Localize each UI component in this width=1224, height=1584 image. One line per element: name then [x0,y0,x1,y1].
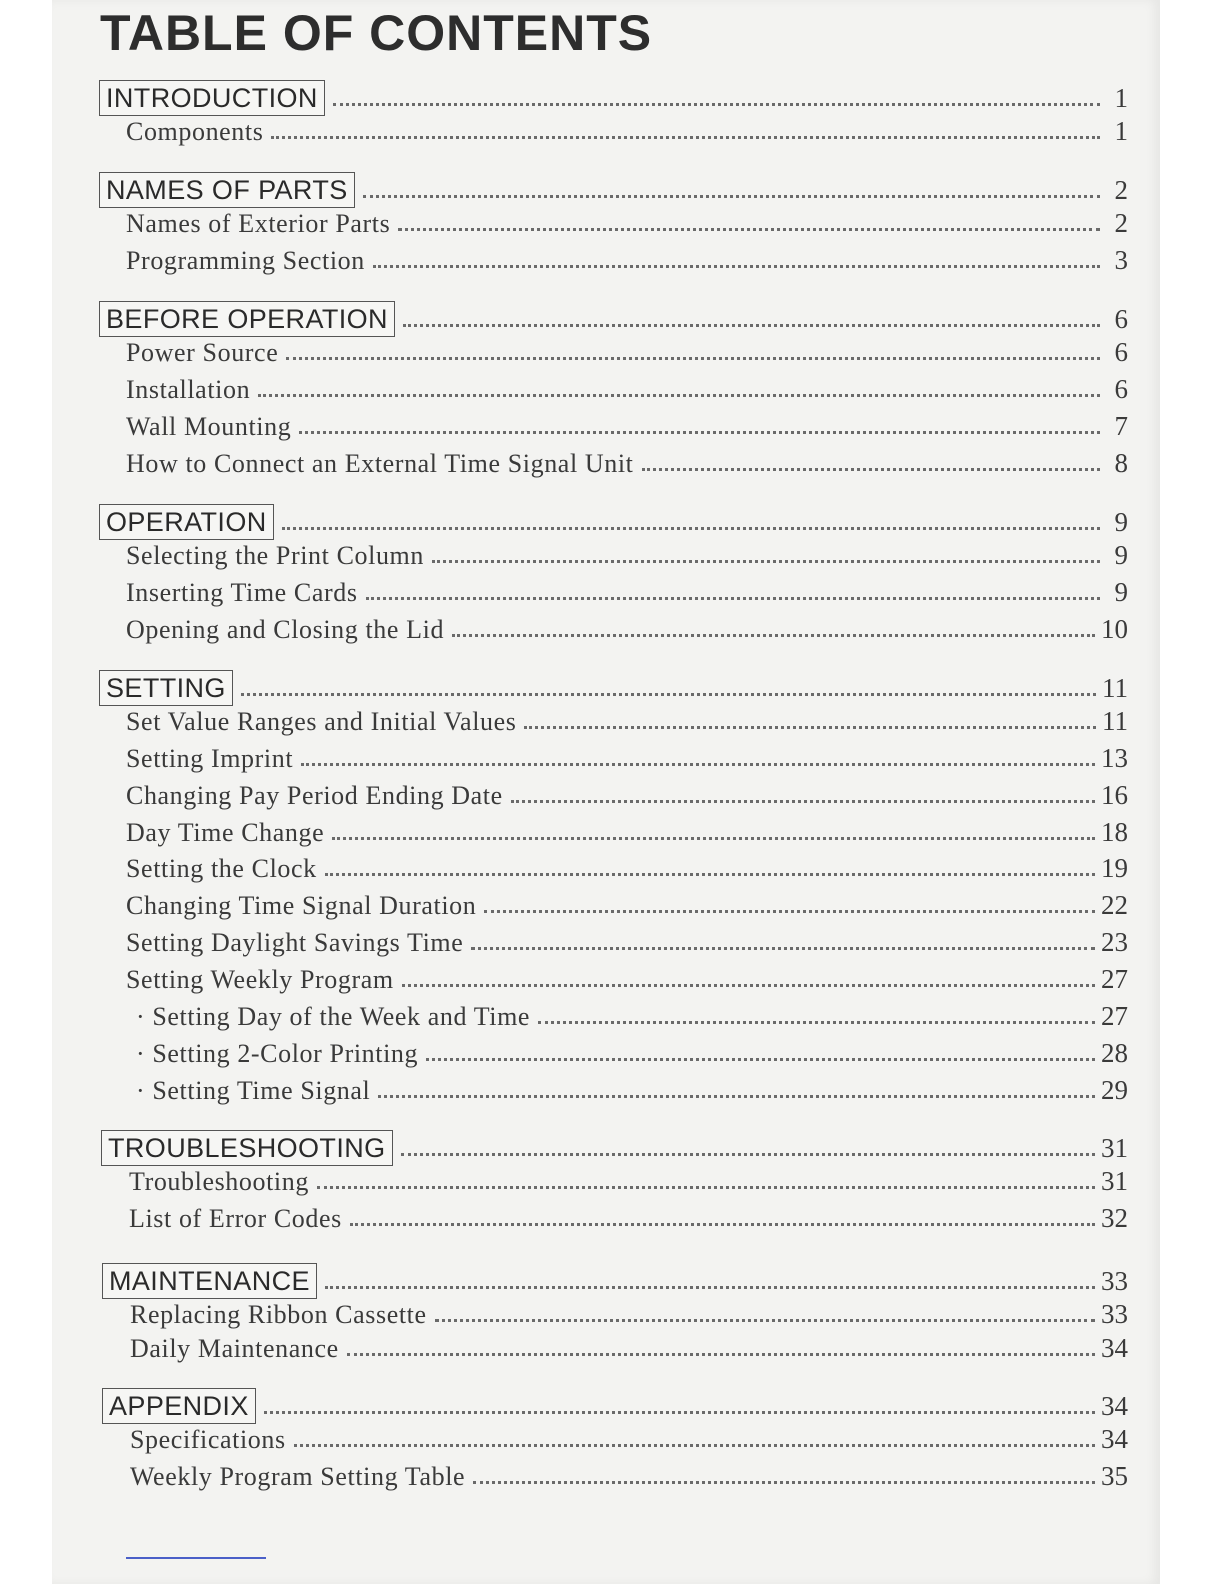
toc-section-operation[interactable] [99,500,1128,540]
toc-section-appendix[interactable] [102,1384,1128,1424]
dot-leader [271,136,1100,139]
entry-label: Names of Exterior Parts [126,209,391,238]
page-number: 6 [1114,337,1128,367]
toc-entry[interactable] [126,777,1128,813]
page-number: 11 [1102,673,1128,703]
toc-entry[interactable] [130,1296,1128,1332]
toc-section-troubleshooting[interactable] [101,1126,1128,1166]
section-label: OPERATION [99,504,274,540]
dot-leader [401,1153,1095,1156]
dot-leader [366,597,1100,600]
entry-label: Setting Weekly Program [126,965,394,994]
page-number: 2 [1114,175,1128,205]
entry-label: Specifications [130,1425,286,1454]
toc-entry[interactable] [126,371,1128,407]
dot-leader [432,560,1100,563]
entry-label: Troubleshooting [129,1167,309,1196]
section-label: SETTING [99,670,233,706]
page-number: 31 [1101,1166,1128,1196]
page-number: 32 [1101,1203,1128,1233]
dot-leader [301,763,1095,766]
dot-leader [294,1444,1095,1447]
page-number: 28 [1101,1038,1128,1068]
entry-label: Selecting the Print Column [126,541,424,570]
page-number: 34 [1101,1391,1128,1421]
dot-leader [363,195,1100,198]
page-number: 11 [1102,706,1128,736]
dot-leader [258,394,1100,397]
toc-entry[interactable] [126,574,1128,610]
dot-leader [452,634,1095,637]
toc-entry[interactable] [130,1330,1128,1366]
dot-leader [402,984,1095,987]
dot-leader [373,265,1100,268]
entry-label: Inserting Time Cards [126,578,358,607]
page-number: 6 [1114,374,1128,404]
dot-leader [282,527,1100,530]
dot-leader [325,873,1095,876]
toc-entry[interactable] [126,850,1128,886]
section-label: TROUBLESHOOTING [101,1130,393,1166]
toc-section-introduction[interactable] [99,76,1128,116]
page-number: 18 [1101,817,1128,847]
toc-entry[interactable] [129,1200,1128,1236]
page-number: 31 [1101,1133,1128,1163]
toc-entry[interactable] [126,611,1128,647]
entry-label: Installation [126,375,251,404]
dot-leader [378,1095,1095,1098]
page-number: 3 [1114,245,1128,275]
entry-label: Setting Daylight Savings Time [126,928,464,957]
entry-label: Wall Mounting [126,412,292,441]
dot-leader [347,1353,1095,1356]
entry-label: Setting Imprint [126,744,294,773]
entry-label: Programming Section [126,246,365,275]
dot-leader [325,1286,1095,1289]
entry-label: Opening and Closing the Lid [126,615,445,644]
toc-entry[interactable] [126,334,1128,370]
toc-entry[interactable] [126,887,1128,923]
toc-entry[interactable] [126,408,1128,444]
dot-leader [524,726,1096,729]
page-number: 33 [1101,1266,1128,1296]
page-number: 34 [1101,1424,1128,1454]
toc-subentry[interactable] [136,1035,1128,1071]
dot-leader [398,228,1100,231]
dot-leader [511,800,1095,803]
entry-label: Weekly Program Setting Table [130,1462,466,1491]
dot-leader [484,910,1095,913]
section-label: MAINTENANCE [102,1263,317,1299]
toc-entry[interactable] [129,1163,1128,1199]
toc-entry[interactable] [126,537,1128,573]
toc-section-before-operation[interactable] [99,297,1128,337]
entry-label: Replacing Ribbon Cassette [130,1300,427,1329]
entry-label: Setting the Clock [126,854,317,883]
toc-subentry[interactable] [136,998,1128,1034]
page-number: 16 [1101,780,1128,810]
dot-leader [264,1411,1095,1414]
page-title: TABLE OF CONTENTS [100,5,653,61]
page-number: 23 [1101,927,1128,957]
page-number: 19 [1101,853,1128,883]
entry-label: Power Source [126,338,279,367]
entry-label: · Setting 2-Color Printing [136,1039,419,1068]
dot-leader [426,1058,1095,1061]
page-number: 9 [1114,507,1128,537]
toc-entry[interactable] [126,205,1128,241]
dot-leader [538,1021,1095,1024]
toc-section-names-of-parts[interactable] [99,168,1128,208]
page-number: 35 [1101,1461,1128,1491]
toc-entry[interactable] [126,703,1128,739]
entry-label: List of Error Codes [129,1204,342,1233]
page-number: 27 [1101,964,1128,994]
page-number: 2 [1114,208,1128,238]
page-number: 9 [1114,540,1128,570]
page-number: 27 [1101,1001,1128,1031]
toc-entry[interactable] [126,113,1128,149]
footer-rule [126,1557,266,1559]
entry-label: · Setting Day of the Week and Time [136,1002,531,1031]
dot-leader [642,468,1101,471]
toc-entry[interactable] [126,924,1128,960]
page-number: 7 [1114,411,1128,441]
toc-section-setting[interactable] [99,666,1128,706]
section-label: INTRODUCTION [99,80,325,116]
dot-leader [241,693,1096,696]
dot-leader [435,1319,1095,1322]
page-number: 9 [1114,577,1128,607]
toc-entry[interactable] [130,1458,1128,1494]
entry-label: Components [126,117,264,146]
page-number: 1 [1114,83,1128,113]
dot-leader [333,103,1100,106]
toc-subentry[interactable] [136,1072,1128,1108]
page-number: 8 [1114,448,1128,478]
section-label: APPENDIX [102,1388,256,1424]
page-number: 10 [1101,614,1128,644]
toc-entry[interactable] [126,814,1128,850]
entry-label: · Setting Time Signal [136,1076,371,1105]
toc-entry[interactable] [126,242,1128,278]
section-label: BEFORE OPERATION [99,301,395,337]
dot-leader [286,357,1100,360]
page-number: 33 [1101,1299,1128,1329]
dot-leader [471,947,1095,950]
page-number: 22 [1101,890,1128,920]
page-number: 34 [1101,1333,1128,1363]
entry-label: Day Time Change [126,818,325,847]
entry-label: How to Connect an External Time Signal Unit [126,449,634,478]
entry-label: Daily Maintenance [130,1334,339,1363]
toc-entry[interactable] [126,740,1128,776]
dot-leader [350,1223,1095,1226]
page-number: 1 [1114,116,1128,146]
dot-leader [317,1186,1095,1189]
section-label: NAMES OF PARTS [99,172,355,208]
entry-label: Changing Pay Period Ending Date [126,781,503,810]
toc-entry[interactable] [126,961,1128,997]
dot-leader [299,431,1100,434]
page-number: 6 [1114,304,1128,334]
dot-leader [332,837,1095,840]
dot-leader [473,1481,1095,1484]
toc-entry[interactable] [130,1421,1128,1457]
dot-leader [403,324,1100,327]
entry-label: Changing Time Signal Duration [126,891,477,920]
page-number: 13 [1101,743,1128,773]
entry-label: Set Value Ranges and Initial Values [126,707,517,736]
toc-entry[interactable] [126,445,1128,481]
page-number: 29 [1101,1075,1128,1105]
toc-section-maintenance[interactable] [102,1259,1128,1299]
